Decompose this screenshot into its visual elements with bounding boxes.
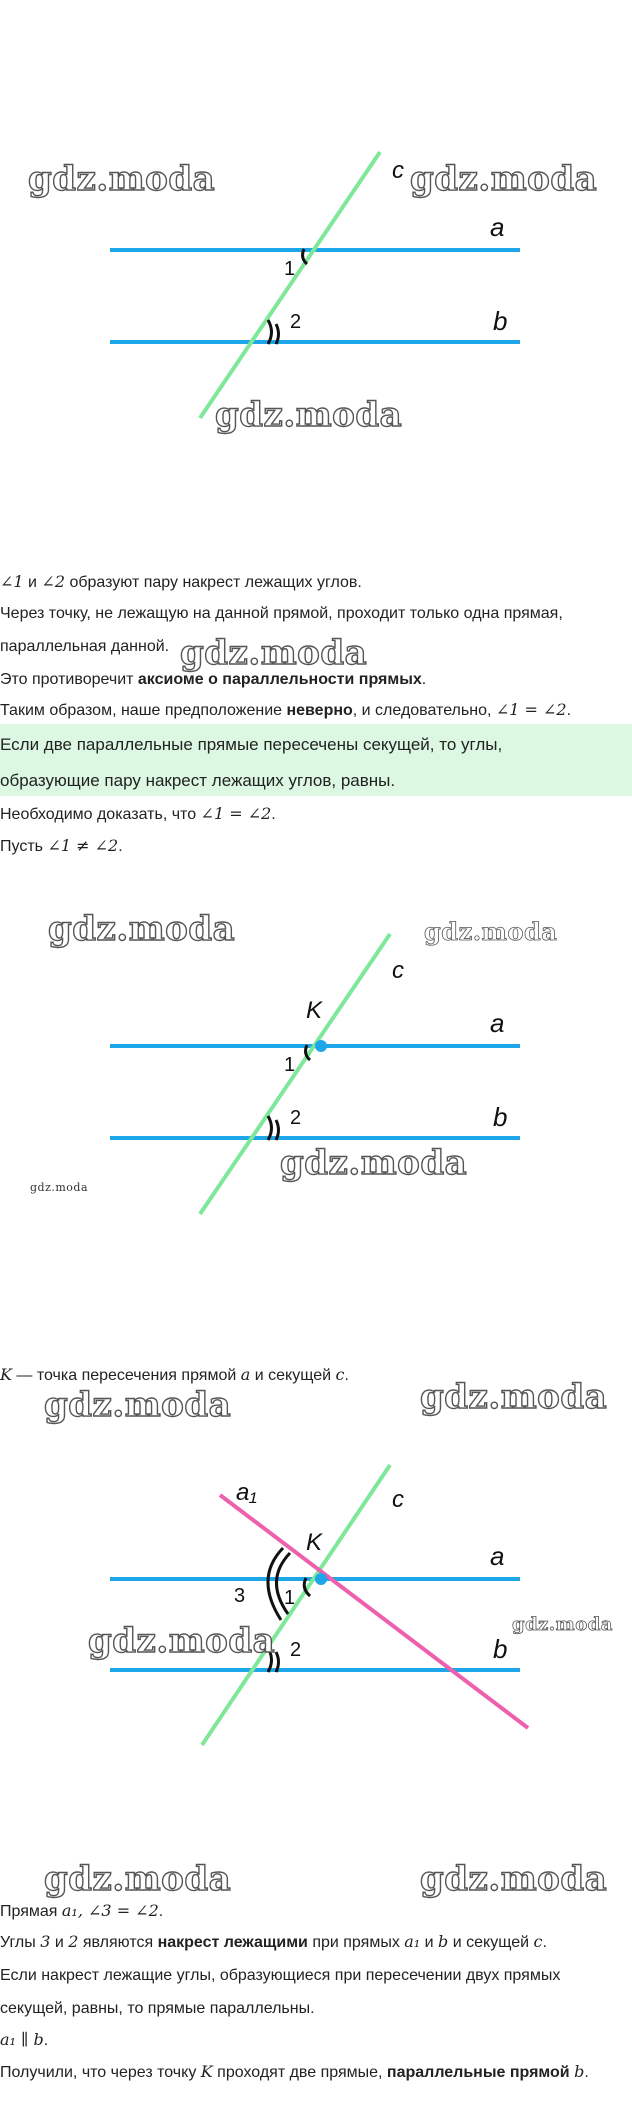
- watermark: gdz.moda: [410, 159, 598, 199]
- text-line-9: [0, 1901, 632, 1922]
- watermark: gdz.moda: [44, 1385, 232, 1425]
- text: .: [118, 838, 123, 855]
- watermark: gdz.moda: [512, 1614, 613, 1635]
- label-k: K: [306, 997, 323, 1024]
- text: являются: [78, 1934, 158, 1951]
- text: .: [566, 702, 572, 719]
- text-line-4: [0, 670, 632, 690]
- math: c: [533, 1932, 543, 1951]
- label-b: b: [493, 1634, 508, 1664]
- label-c: c: [392, 157, 404, 184]
- label-c: c: [392, 1486, 404, 1513]
- text: Необходимо доказать, что: [0, 806, 201, 823]
- math-angle-2: ∠2: [41, 572, 66, 591]
- math: ∠1 ≠ ∠2: [47, 836, 119, 855]
- text: — точка пересечения прямой: [11, 1367, 241, 1384]
- label-angle-1: 1: [284, 1054, 296, 1076]
- text: и секущей: [250, 1367, 336, 1384]
- angle-2-arc-inner: [276, 1120, 279, 1140]
- text: при прямых: [307, 1934, 405, 1951]
- text-line-6: [0, 804, 632, 825]
- label-angle-2: 2: [290, 1107, 302, 1129]
- text: Таким образом, наше предположение: [0, 702, 287, 719]
- point-k: [315, 1573, 327, 1585]
- text-line-5: [0, 700, 632, 721]
- label-a: a: [490, 1008, 505, 1038]
- label-angle-3: 3: [234, 1585, 246, 1607]
- text: .: [43, 2032, 49, 2049]
- text: .: [271, 806, 276, 823]
- math: 2: [68, 1932, 79, 1951]
- label-a: a: [490, 212, 505, 242]
- math: c: [335, 1365, 345, 1384]
- watermark: gdz.moda: [28, 159, 216, 199]
- text: и секущей: [448, 1934, 534, 1951]
- label-b: b: [493, 1102, 508, 1132]
- text: проходят две прямые,: [212, 2064, 387, 2081]
- text: Пусть: [0, 838, 48, 855]
- watermark: gdz.moda: [420, 1377, 608, 1417]
- label-b: b: [493, 306, 508, 336]
- figure-3: [0, 1377, 632, 1900]
- label-c: c: [392, 957, 404, 984]
- bold-text: параллельные прямой: [386, 2064, 570, 2081]
- math: b: [438, 1932, 449, 1951]
- text-line-13: [0, 2030, 632, 2051]
- text-line-14: [0, 2062, 632, 2083]
- text: , и следовательно,: [352, 702, 496, 719]
- label-angle-2: 2: [290, 311, 302, 333]
- math: 3: [40, 1932, 51, 1951]
- watermark: gdz.moda: [420, 1859, 608, 1899]
- math: ∠1 = ∠2: [200, 804, 272, 823]
- point-k: [315, 1040, 327, 1052]
- text: .: [344, 1367, 349, 1384]
- text: и: [23, 574, 42, 591]
- theorem-line-1: Если две параллельные прямые пересечены секущей, то углы,: [0, 735, 503, 754]
- text: Прямая: [0, 1903, 62, 1920]
- math: K: [200, 2062, 213, 2081]
- angle-2-arc-inner: [276, 324, 279, 344]
- angle-2-arc-outer: [268, 1116, 272, 1140]
- math: a₁, ∠3 = ∠2: [61, 1901, 159, 1920]
- text: и: [420, 1934, 439, 1951]
- text: .: [542, 1934, 547, 1951]
- text: Это противоречит: [0, 671, 138, 688]
- watermark: gdz.moda: [88, 1621, 276, 1661]
- text: .: [421, 671, 427, 688]
- label-angle-1: 1: [284, 1587, 296, 1609]
- text-line-2: Через точку, не лежащую на данной прямой, проходит только одна прямая,: [0, 605, 563, 622]
- math: K: [0, 1365, 12, 1384]
- angle-2-arc-inner: [276, 1652, 279, 1672]
- text-line-11: Если накрест лежащие углы, образующиеся при пересечении двух прямых: [0, 1967, 561, 1984]
- text: Получили, что через точку: [0, 2064, 201, 2081]
- text: Углы: [0, 1934, 41, 1951]
- watermark: gdz.moda: [44, 1859, 232, 1899]
- math: ∠1 = ∠2: [495, 700, 567, 719]
- bold-text: неверно: [286, 702, 353, 719]
- text: образуют пару накрест лежащих углов.: [65, 574, 362, 591]
- watermark: gdz.moda: [180, 633, 368, 673]
- theorem-line-2: образующие пару накрест лежащих углов, равны.: [0, 771, 396, 790]
- text-line-1: [0, 572, 632, 593]
- math: b: [574, 2062, 585, 2081]
- secant-c: [202, 1465, 390, 1745]
- watermark: gdz.moda: [30, 1181, 89, 1194]
- figure-2: [0, 900, 632, 1230]
- label-angle-2: 2: [290, 1639, 302, 1661]
- watermark: gdz.moda: [215, 395, 403, 435]
- bold-text: накрест лежащими: [157, 1934, 308, 1951]
- figure-1: [0, 140, 632, 440]
- watermark: gdz.moda: [424, 917, 558, 946]
- angle-2-arc-outer: [268, 320, 272, 344]
- label-angle-1: 1: [284, 258, 296, 280]
- text: .: [158, 1903, 164, 1920]
- label-k: K: [306, 1529, 323, 1556]
- text-line-10: [0, 1932, 632, 1953]
- text: .: [584, 2064, 589, 2081]
- math: a₁ ∥ b: [0, 2030, 44, 2049]
- label-a: a: [490, 1541, 505, 1571]
- watermark: gdz.moda: [48, 909, 236, 949]
- math-angle-1: ∠1: [0, 572, 24, 591]
- text: и: [50, 1934, 69, 1951]
- secant-c: [200, 152, 380, 418]
- watermark: gdz.moda: [280, 1143, 468, 1183]
- math: a₁: [404, 1932, 421, 1951]
- math: a: [240, 1365, 251, 1384]
- text-line-12: секущей, равны, то прямые параллельны.: [0, 2000, 315, 2017]
- text-line-7: [0, 836, 632, 857]
- text-line-3: параллельная данной.: [0, 638, 170, 655]
- label-a1: a₁: [236, 1479, 257, 1506]
- line-a1: [220, 1495, 528, 1728]
- axiom-name: аксиоме о параллельности прямых: [137, 671, 422, 688]
